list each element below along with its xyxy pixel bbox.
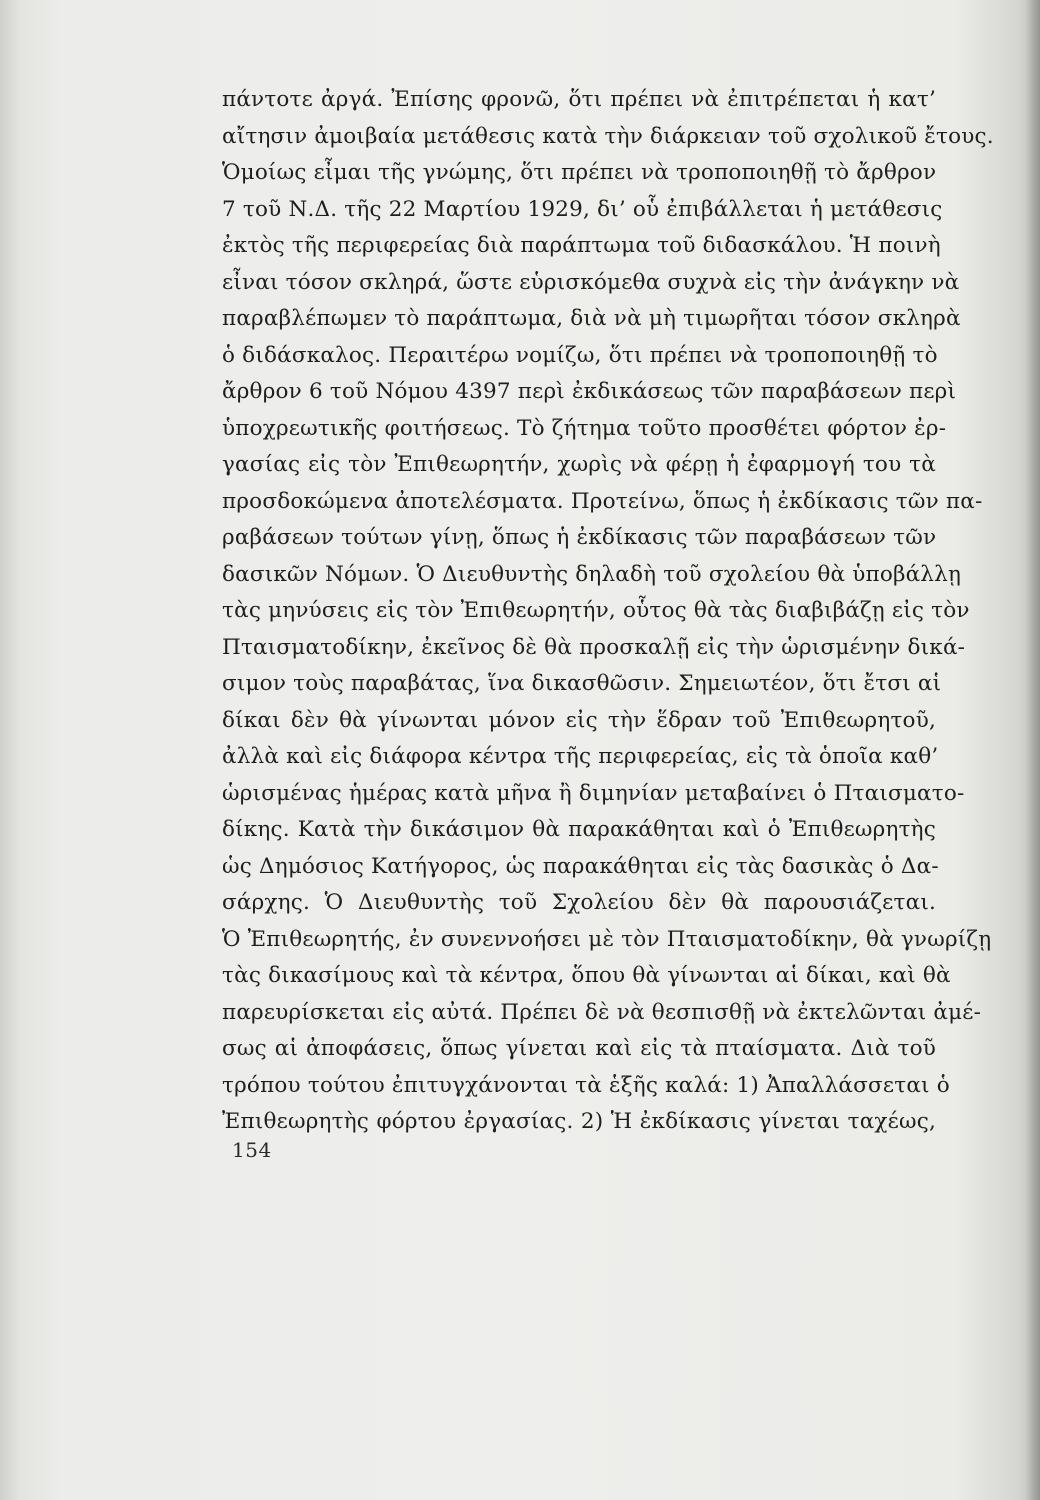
text-line: τὰς μηνύσεις εἰς τὸν Ἐπιθεωρητήν, οὗτος θὰ τὰς διαβιβάζῃ εἰς τὸν — [222, 598, 970, 623]
text-line: σως αἱ ἀποφάσεις, ὅπως γίνεται καὶ εἰς τὰ πταίσματα. Διὰ τοῦ — [222, 1036, 936, 1061]
text-line: προσδοκώμενα ἀποτελέσματα. Προτείνω, ὅπως ἡ ἐκδίκασις τῶν πα- — [222, 488, 983, 514]
text-line: ραβάσεων τούτων γίνῃ, ὅπως ἡ ἐκδίκασις τῶν παραβάσεων τῶν — [222, 525, 937, 550]
text-line: ὡς Δημόσιος Κατήγορος, ὡς παρακάθηται εἰς τὰς δασικὰς ὁ Δα- — [222, 853, 939, 879]
text-line: δίκης. Κατὰ τὴν δικάσιμον θὰ παρακάθηται καὶ ὁ Ἐπιθεωρητὴς — [222, 817, 936, 842]
text-line: τρόπου τούτου ἐπιτυγχάνονται τὰ ἑξῆς καλά: 1) Ἀπαλλάσσεται ὁ — [222, 1072, 950, 1098]
text-line: Ὁ Ἐπιθεωρητής, ἐν συνεννοήσει μὲ τὸν Πταισματοδίκην, θὰ γνωρίζῃ — [222, 926, 992, 952]
text-line: εἶναι τόσον σκληρά, ὥστε εὑρισκόμεθα συχνὰ εἰς τὴν ἀνάγκην νὰ — [222, 269, 960, 295]
page-edge-shadow — [1026, 0, 1040, 1500]
text-line: ὁ διδάσκαλος. Περαιτέρω νομίζω, ὅτι πρέπει νὰ τροποποιηθῇ τὸ — [222, 342, 938, 368]
text-line: αἴτησιν ἀμοιβαία μετάθεσις κατὰ τὴν διάρκειαν τοῦ σχολικοῦ ἔτους. — [222, 123, 994, 149]
text-line: 7 τοῦ Ν.Δ. τῆς 22 Μαρτίου 1929, δι’ οὗ ἐπιβάλλεται ἡ μετάθεσις — [222, 196, 943, 222]
text-line: ὡρισμένας ἡμέρας κατὰ μῆνα ἢ διμηνίαν μεταβαίνει ὁ Πταισματο- — [222, 780, 965, 806]
text-line: σάρχης. Ὁ Διευθυντὴς τοῦ Σχολείου δὲν θὰ παρουσιάζεται. — [222, 890, 936, 915]
text-line: Πταισματοδίκην, ἐκεῖνος δὲ θὰ προσκαλῇ εἰς τὴν ὡρισμένην δικά- — [222, 634, 966, 660]
text-line: δασικῶν Νόμων. Ὁ Διευθυντὴς δηλαδὴ τοῦ σχολείου θὰ ὑποβάλλῃ — [222, 561, 962, 587]
body-text — [222, 82, 994, 1141]
text-line: παραβλέπωμεν τὸ παράπτωμα, διὰ νὰ μὴ τιμωρῆται τόσον σκληρὰ — [222, 306, 961, 331]
text-line: Ἐπιθεωρητὴς φόρτου ἐργασίας. 2) Ἡ ἐκδίκασις γίνεται ταχέως, — [222, 1109, 936, 1134]
text-line: δίκαι δὲν θὰ γίνωνται μόνον εἰς τὴν ἕδραν τοῦ Ἐπιθεωρητοῦ, — [222, 707, 936, 733]
text-line: ἄρθρον 6 τοῦ Νόμου 4397 περὶ ἐκδικάσεως τῶν παραβάσεων περὶ — [222, 379, 957, 404]
text-line: τὰς δικασίμους καὶ τὰ κέντρα, ὅπου θὰ γίνωνται αἱ δίκαι, καὶ θὰ — [222, 963, 951, 988]
text-line: ἀλλὰ καὶ εἰς διάφορα κέντρα τῆς περιφερείας, εἰς τὰ ὁποῖα καθ’ — [222, 744, 939, 769]
text-line: γασίας εἰς τὸν Ἐπιθεωρητήν, χωρὶς νὰ φέρῃ ἡ ἐφαρμογή του τὰ — [222, 452, 936, 477]
text-line: Ὁμοίως εἶμαι τῆς γνώμης, ὅτι πρέπει νὰ τροποποιηθῇ τὸ ἄρθρον — [222, 160, 937, 185]
text-line: πάντοτε ἀργά. Ἐπίσης φρονῶ, ὅτι πρέπει νὰ ἐπιτρέπεται ἡ κατ’ — [222, 87, 936, 112]
text-line: ἐκτὸς τῆς περιφερείας διὰ παράπτωμα τοῦ διδασκάλου. Ἡ ποινὴ — [222, 233, 941, 258]
text-line: ὑποχρεωτικῆς φοιτήσεως. Τὸ ζήτημα τοῦτο προσθέτει φόρτον ἐρ- — [222, 415, 947, 441]
text-line: παρευρίσκεται εἰς αὐτά. Πρέπει δὲ νὰ θεσπισθῇ νὰ ἐκτελῶνται ἀμέ- — [222, 999, 982, 1025]
text-line: σιμον τοὺς παραβάτας, ἵνα δικασθῶσιν. Σημειωτέον, ὅτι ἔτσι αἱ — [222, 671, 942, 696]
page-number: 154 — [232, 1138, 272, 1162]
